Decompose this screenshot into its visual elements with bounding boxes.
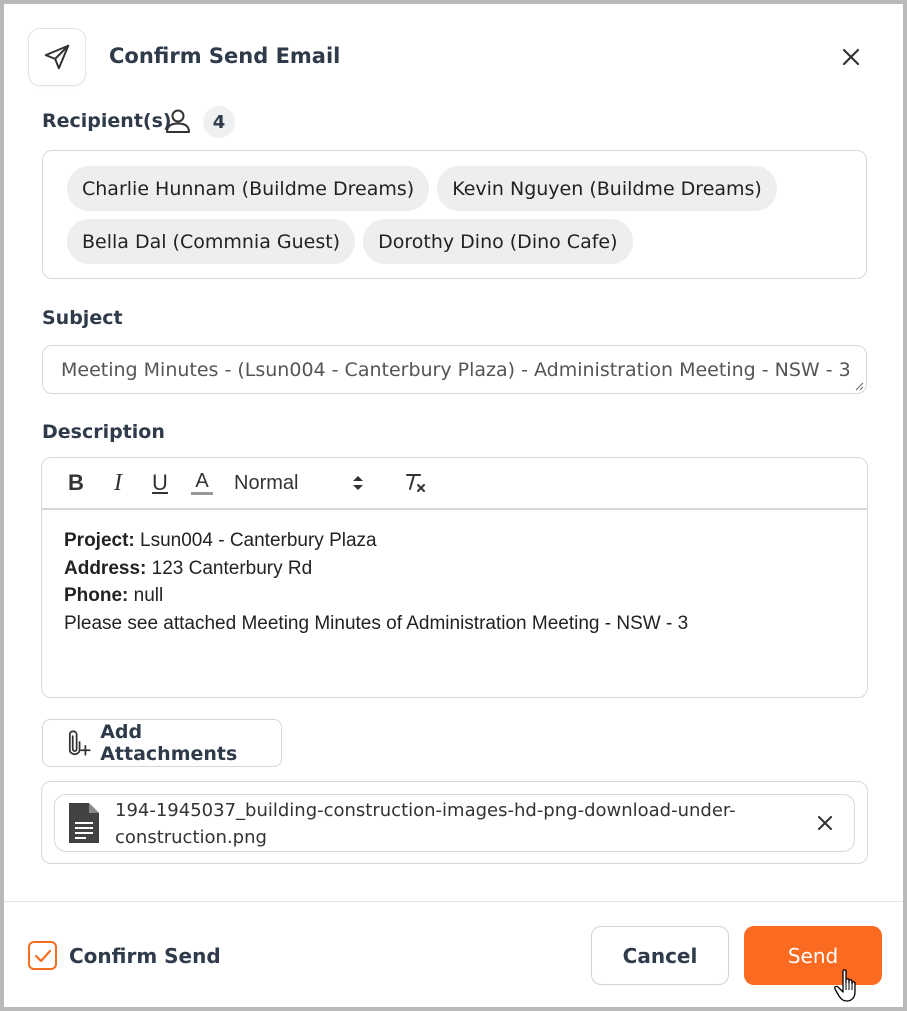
text-format-select[interactable] bbox=[234, 472, 364, 495]
recipient-chip[interactable]: Dorothy Dino (Dino Cafe) bbox=[363, 219, 632, 264]
dialog-title: Confirm Send Email bbox=[109, 44, 341, 68]
clear-format-button[interactable] bbox=[400, 467, 432, 499]
subject-label: Subject bbox=[42, 307, 123, 329]
add-attachments-label: Add Attachments bbox=[100, 721, 238, 765]
document-icon bbox=[67, 801, 101, 845]
text-color-icon: A bbox=[195, 470, 209, 492]
clear-format-icon bbox=[403, 471, 429, 495]
text-color-button[interactable] bbox=[186, 467, 218, 499]
send-button[interactable]: Send bbox=[744, 926, 882, 985]
hand-pointer-icon bbox=[833, 968, 863, 1004]
add-attachments-button[interactable] bbox=[42, 719, 282, 767]
cancel-button[interactable]: Cancel bbox=[591, 926, 729, 985]
underline-button[interactable]: U bbox=[152, 470, 168, 495]
color-underline bbox=[191, 492, 213, 495]
recipient-chip[interactable]: Kevin Nguyen (Buildme Dreams) bbox=[437, 166, 777, 211]
paper-plane-icon bbox=[28, 28, 86, 86]
subject-input[interactable] bbox=[42, 345, 867, 394]
recipients-box bbox=[42, 150, 867, 279]
project-line: Project: Lsun004 - Canterbury Plaza bbox=[64, 530, 377, 551]
editor-toolbar bbox=[42, 458, 867, 510]
confirm-send-checkbox[interactable] bbox=[28, 941, 57, 970]
confirm-send-label[interactable]: Confirm Send bbox=[69, 944, 221, 968]
message-line: Please see attached Meeting Minutes of Administration Meeting - NSW - 3 bbox=[64, 612, 689, 634]
address-line: Address: 123 Canterbury Rd bbox=[64, 557, 313, 579]
attachments-list bbox=[41, 781, 868, 864]
checkmark-icon bbox=[34, 949, 52, 963]
phone-line: Phone: null bbox=[64, 585, 164, 606]
subject-value: Meeting Minutes - (Lsun004 - Canterbury Plaza) - Administration Meeting - NSW - 3 bbox=[61, 358, 851, 381]
recipient-count-badge: 4 bbox=[203, 106, 235, 138]
recipient-chip[interactable]: Bella Dal (Commnia Guest) bbox=[67, 219, 355, 264]
confirm-send-email-dialog bbox=[4, 4, 903, 1007]
editor-content[interactable] bbox=[42, 510, 867, 654]
person-icon bbox=[164, 107, 192, 135]
bold-button[interactable]: B bbox=[68, 470, 84, 495]
resize-grip-icon[interactable] bbox=[854, 381, 864, 391]
dialog-footer bbox=[4, 901, 903, 1007]
description-editor[interactable] bbox=[41, 457, 868, 698]
close-button[interactable] bbox=[836, 42, 866, 72]
attachment-filename: 194-1945037_building-construction-images-hd-png-download-under-construction.png bbox=[115, 800, 736, 848]
paperclip-plus-icon bbox=[63, 728, 92, 758]
attachment-item bbox=[54, 794, 855, 852]
italic-button[interactable]: I bbox=[114, 469, 122, 496]
format-select-value: Normal bbox=[234, 471, 299, 494]
close-icon bbox=[818, 816, 832, 830]
description-label: Description bbox=[42, 421, 165, 443]
remove-attachment-button[interactable] bbox=[813, 811, 837, 835]
close-icon bbox=[842, 48, 860, 66]
updown-chevron-icon bbox=[352, 474, 364, 492]
recipients-label: Recipient(s) bbox=[42, 110, 172, 132]
recipient-chip[interactable]: Charlie Hunnam (Buildme Dreams) bbox=[67, 166, 429, 211]
